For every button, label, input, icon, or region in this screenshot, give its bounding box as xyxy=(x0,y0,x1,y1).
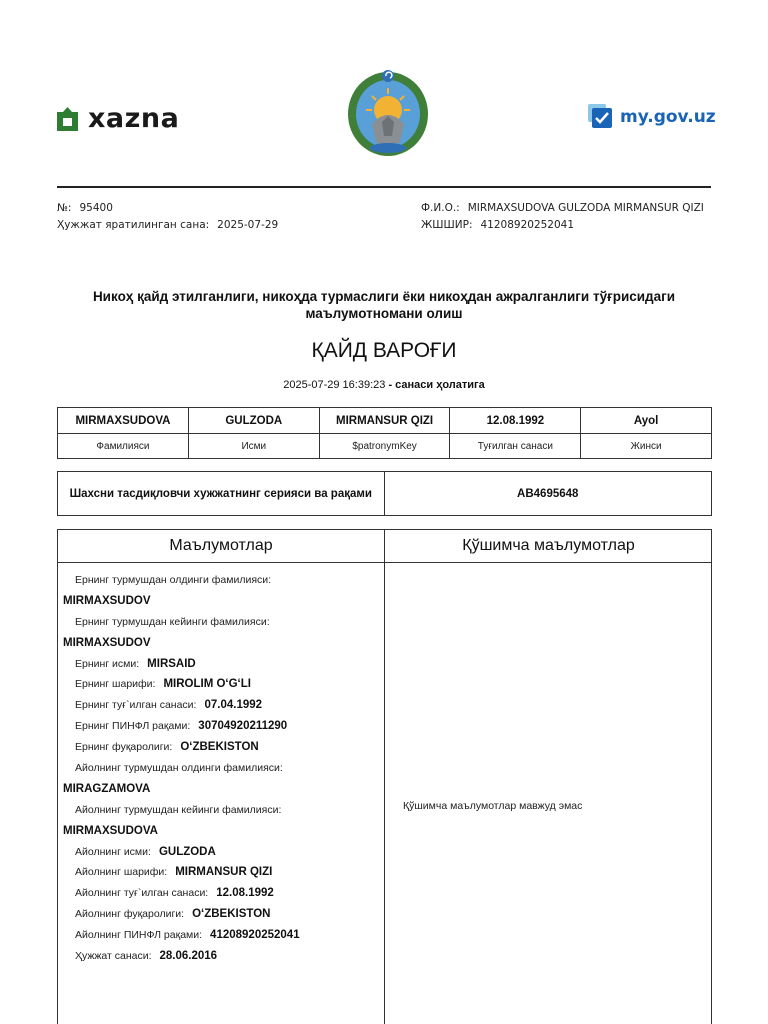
surname-value: MIRMAXSUDOVA xyxy=(58,408,189,434)
info-row-value: MIROLIM O‘G‘LI xyxy=(163,678,251,691)
info-row xyxy=(63,821,381,842)
header-divider xyxy=(57,186,711,188)
gender-caption: Жинси xyxy=(581,434,712,459)
info-row xyxy=(63,633,381,654)
birthdate-value: 12.08.1992 xyxy=(450,408,581,434)
info-row-label: Айолнинг туғ`илган санаси: xyxy=(75,887,209,900)
page-title: ҚАЙД ВАРОҒИ xyxy=(311,339,457,362)
info-row-label: Айолнинг шарифи: xyxy=(75,866,168,879)
created-label: Ҳужжат яратилинган сана: xyxy=(57,219,210,231)
info-row-label: Ернинг турмушдан олдинги фамилияси: xyxy=(75,574,272,586)
info-row xyxy=(63,737,381,758)
info-row-label: Айолнинг исми: xyxy=(75,845,151,858)
info-row xyxy=(63,654,381,675)
info-row-label: Ернинг турмушдан кейинги фамилияси: xyxy=(75,615,270,628)
mygov-brand-text: my.gov.uz xyxy=(620,107,716,127)
info-row-label: Айолнинг турмушдан кейинги фамилияси: xyxy=(75,803,282,816)
info-row-value: MIRSAID xyxy=(147,657,196,670)
no-extra-info: Қўшимча маълумотлар мавжуд эмас xyxy=(403,800,583,812)
info-row xyxy=(63,570,381,591)
number-label: №: xyxy=(57,202,72,214)
xazna-logo xyxy=(57,104,179,134)
info-row xyxy=(63,779,381,800)
info-row-value: MIRMAXSUDOV xyxy=(63,594,151,607)
info-row-label: Ернинг фуқаролиги: xyxy=(75,741,173,754)
fio-label: Ф.И.О.: xyxy=(421,202,460,214)
info-row-label: Айолнинг турмушдан олдинги фамилияси: xyxy=(75,762,283,775)
info-list xyxy=(63,570,381,967)
info-row-label: Ернинг ПИНФЛ рақами: xyxy=(75,720,191,733)
number-value: 95400 xyxy=(79,202,113,214)
name-value: GULZODA xyxy=(188,408,319,434)
info-row-value: GULZODA xyxy=(158,845,216,858)
info-table xyxy=(57,529,712,1024)
as-of-text: - санаси ҳолатига xyxy=(388,379,485,391)
meta-right xyxy=(421,200,704,234)
info-column-divider xyxy=(384,530,385,1024)
id-document-value: AB4695648 xyxy=(384,472,712,516)
info-row-label: Ернинг шарифи: xyxy=(75,678,156,691)
info-row xyxy=(63,758,381,779)
jshshir-label: ЖШШИР: xyxy=(421,219,473,231)
created-value: 2025-07-29 xyxy=(217,219,279,231)
info-row xyxy=(63,674,381,695)
info-row-label: Ернинг туғ`илган санаси: xyxy=(75,699,197,712)
info-left-heading: Маълумотлар xyxy=(169,537,273,554)
meta-left xyxy=(57,200,278,234)
info-row-value: 30704920211290 xyxy=(198,720,288,733)
jshshir-value: 41208920252041 xyxy=(480,219,575,231)
info-row xyxy=(63,904,381,925)
info-row xyxy=(63,800,381,821)
subtitle-line-1: Никоҳ қайд этилганлиги, никоҳда турмаслиги ёки никоҳдан ажралганлиги тўғрисидаги xyxy=(92,289,676,304)
info-right-heading: Қўшимча маълумотлар xyxy=(462,537,635,554)
as-of-line xyxy=(57,378,711,392)
info-row-value: 12.08.1992 xyxy=(216,887,274,900)
info-row-value: 07.04.1992 xyxy=(204,699,263,712)
info-row xyxy=(63,695,381,716)
mygov-check-icon xyxy=(586,102,616,132)
page-header xyxy=(0,0,768,190)
id-document-table xyxy=(57,471,712,516)
xazna-bag-icon xyxy=(57,107,78,131)
info-row-value: MIRAGZAMOVA xyxy=(63,782,151,795)
info-row-value: MIRMAXSUDOVA xyxy=(63,824,158,837)
gender-value: Ayol xyxy=(581,408,712,434)
info-row-value: 41208920252041 xyxy=(210,929,300,942)
info-row-label: Айолнинг ПИНФЛ рақами: xyxy=(75,929,203,942)
xazna-brand-text: xazna xyxy=(88,103,180,134)
birthdate-caption: Туғилган санаси xyxy=(450,434,581,459)
surname-caption: Фамилияси xyxy=(58,434,189,459)
info-row xyxy=(63,716,381,737)
info-row xyxy=(63,842,381,863)
info-row-value: 28.06.2016 xyxy=(159,950,218,963)
mygov-logo xyxy=(586,102,716,132)
info-row xyxy=(63,883,381,904)
info-row-value: O‘ZBEKISTON xyxy=(192,908,271,921)
info-row-label: Ернинг исми: xyxy=(75,657,140,670)
person-table xyxy=(57,407,712,459)
info-row-value: MIRMANSUR QIZI xyxy=(175,866,273,879)
info-row xyxy=(63,925,381,946)
fio-value: MIRMAXSUDOVA GULZODA MIRMANSUR QIZI xyxy=(467,202,704,214)
info-row xyxy=(63,946,381,967)
name-caption: Исми xyxy=(188,434,319,459)
info-row-label: Айолнинг фуқаролиги: xyxy=(75,908,185,921)
info-heading-divider xyxy=(58,562,711,563)
info-row-value: O‘ZBEKISTON xyxy=(180,741,259,754)
info-row xyxy=(63,862,381,883)
info-row xyxy=(63,612,381,633)
info-row-label: Ҳужжат санаси: xyxy=(75,950,152,963)
id-document-label: Шахсни тасдиқловчи хужжатнинг серияси ва рақами xyxy=(58,472,385,516)
as-of-time: 2025-07-29 16:39:23 xyxy=(283,379,386,391)
document-subtitle xyxy=(57,288,711,322)
patronym-value: MIRMANSUR QIZI xyxy=(319,408,450,434)
subtitle-line-2: маълумотномани олиш xyxy=(305,306,463,321)
info-row-value: MIRMAXSUDOV xyxy=(63,636,151,649)
state-emblem-icon xyxy=(342,66,434,158)
patronym-caption: $patronymKey xyxy=(319,434,450,459)
info-row xyxy=(63,591,381,612)
